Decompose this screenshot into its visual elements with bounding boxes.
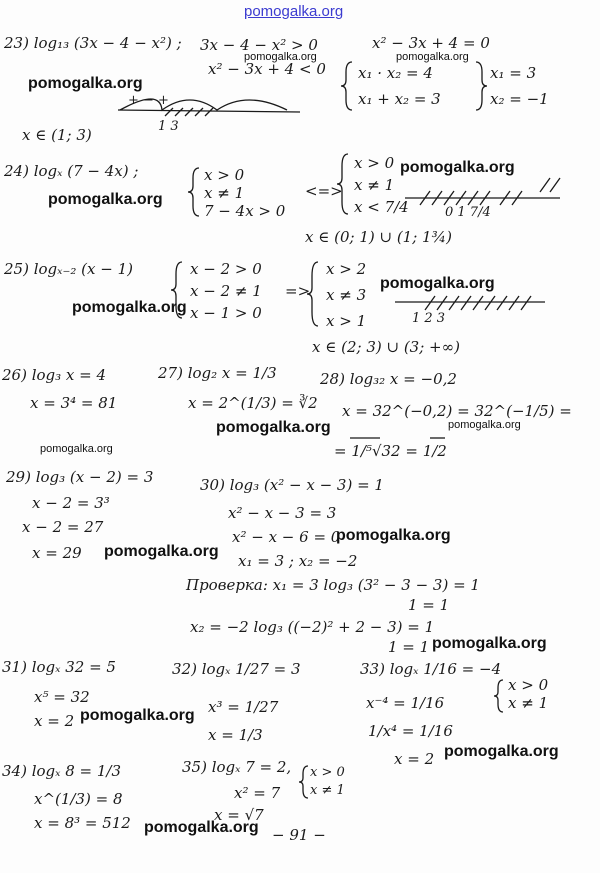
problem-30-l3: x₁ = 3 ; x₂ = −2: [238, 552, 358, 570]
problem-31-l2: x = 2: [34, 712, 75, 730]
problem-32-l1: x³ = 1/27: [208, 698, 279, 716]
problem-28-sol2: = 1/⁵√32 = 1/2: [334, 442, 447, 460]
problem-23-answer: x ∈ (1; 3): [22, 126, 92, 144]
problem-30-check: Проверка: x₁ = 3 log₃ (3² − 3 − 3) = 1: [186, 576, 480, 594]
problem-32-l2: x = 1/3: [208, 726, 263, 744]
problem-23-ticks: 1 3: [158, 119, 179, 134]
problem-23-task: 23) log₁₃ (3x − 4 − x²) ;: [4, 34, 182, 52]
problem-34-l1: x^(1/3) = 8: [34, 790, 123, 808]
problem-29-l3: x = 29: [32, 544, 82, 562]
problem-29-l1: x − 2 = 3³: [32, 494, 110, 512]
problem-23-vieta2: x₁ + x₂ = 3: [358, 90, 441, 108]
watermark: pomogalka.org: [380, 275, 495, 292]
problem-25-t3: x > 1: [326, 312, 367, 330]
problem-28-task: 28) log₃₂ x = −0,2: [320, 370, 457, 388]
problem-35-cond2: x ≠ 1: [310, 783, 345, 798]
watermark: pomogalka.org: [48, 191, 163, 208]
page-number: − 91 −: [272, 826, 326, 844]
problem-24-task: 24) logₓ (7 − 4x) ;: [4, 162, 139, 180]
brace-35: [299, 766, 308, 798]
watermark: pomogalka.org: [104, 543, 219, 560]
problem-25-t1: x > 2: [326, 260, 367, 278]
brace-23-right: [476, 62, 487, 110]
problem-30-l2: x² − x − 6 = 0: [232, 528, 341, 546]
problem-25-arrow: =>: [285, 282, 311, 300]
watermark: pomogalka.org: [448, 419, 521, 431]
problem-31-task: 31) logₓ 32 = 5: [2, 658, 116, 676]
problem-23-cond1: 3x − 4 − x² > 0: [200, 36, 318, 54]
problem-33-cond2: x ≠ 1: [508, 694, 549, 712]
problem-33-l2: 1/x⁴ = 1/16: [368, 722, 453, 740]
hatch-23: [165, 108, 213, 116]
problem-35-l1: x² = 7: [234, 784, 281, 802]
watermark: pomogalka.org: [432, 635, 547, 652]
problem-23-signs: + − +: [128, 93, 169, 108]
number-line-23: [118, 110, 300, 112]
problem-33-task: 33) logₓ 1/16 = −4: [360, 660, 502, 678]
problem-30-check2: 1 = 1: [408, 596, 450, 614]
brace-23: [341, 62, 352, 110]
hatch-25: [425, 296, 531, 310]
problem-24-arrow: <=>: [305, 182, 343, 200]
problem-27-sol: x = 2^(1/3) = ∛2: [188, 394, 318, 412]
problem-34-l2: x = 8³ = 512: [34, 814, 131, 832]
problem-28-sol: x = 32^(−0,2) = 32^(−1/5) =: [342, 402, 572, 420]
problem-33-l1: x⁻⁴ = 1/16: [366, 694, 445, 712]
problem-34-task: 34) logₓ 8 = 1/3: [2, 762, 122, 780]
problem-24-t1: x > 0: [354, 154, 395, 172]
watermark: pomogalka.org: [396, 51, 469, 63]
problem-32-task: 32) logₓ 1/27 = 3: [172, 660, 301, 678]
problem-29-l2: x − 2 = 27: [22, 518, 104, 536]
problem-26-sol: x = 3⁴ = 81: [30, 394, 118, 412]
problem-29-task: 29) log₃ (x − 2) = 3: [6, 468, 154, 486]
problem-35-task: 35) logₓ 7 = 2,: [182, 758, 292, 776]
problem-25-ticks: 1 2 3: [412, 311, 446, 326]
brace-33: [494, 680, 503, 712]
watermark: pomogalka.org: [40, 443, 113, 455]
problem-24-s1: x > 0: [204, 166, 245, 184]
problem-25-task: 25) logₓ₋₂ (x − 1): [4, 260, 133, 278]
site-watermark-link[interactable]: pomogalka.org: [244, 3, 344, 20]
problem-35-cond1: x > 0: [310, 765, 345, 780]
problem-23-root1: x₁ = 3: [490, 64, 537, 82]
problem-31-l1: x⁵ = 32: [34, 688, 90, 706]
problem-23-eq: x² − 3x + 4 = 0: [372, 34, 490, 52]
problem-35-l2: x = √7: [214, 806, 264, 824]
problem-24-ticks: 0 1 7/4: [445, 205, 491, 220]
watermark: pomogalka.org: [244, 51, 317, 63]
problem-30-l1: x² − x − 3 = 3: [228, 504, 337, 522]
problem-24-answer: x ∈ (0; 1) ∪ (1; 1¾): [305, 228, 452, 246]
problem-25-s1: x − 2 > 0: [190, 260, 262, 278]
problem-27-task: 27) log₂ x = 1/3: [158, 364, 277, 382]
problem-30-check3: x₂ = −2 log₃ ((−2)² + 2 − 3) = 1: [190, 618, 435, 636]
problem-23-root2: x₂ = −1: [490, 90, 549, 108]
watermark: pomogalka.org: [216, 419, 331, 436]
watermark: pomogalka.org: [28, 75, 143, 92]
watermark: pomogalka.org: [72, 299, 187, 316]
watermark: pomogalka.org: [400, 159, 515, 176]
hatch-24: [420, 178, 560, 205]
problem-26-task: 26) log₃ x = 4: [2, 366, 107, 384]
watermark: pomogalka.org: [80, 707, 195, 724]
problem-23-vieta1: x₁ · x₂ = 4: [358, 64, 433, 82]
problem-24-s3: 7 − 4x > 0: [204, 202, 286, 220]
problem-24-s2: x ≠ 1: [204, 184, 245, 202]
problem-25-t2: x ≠ 3: [326, 286, 367, 304]
problem-25-s2: x − 2 ≠ 1: [190, 282, 262, 300]
problem-25-answer: x ∈ (2; 3) ∪ (3; +∞): [312, 338, 460, 356]
problem-30-check4: 1 = 1: [388, 638, 430, 656]
problem-24-t3: x < 7/4: [354, 198, 409, 216]
problem-23-cond2: x² − 3x + 4 < 0: [208, 60, 326, 78]
problem-24-t2: x ≠ 1: [354, 176, 395, 194]
problem-30-task: 30) log₃ (x² − x − 3) = 1: [200, 476, 384, 494]
watermark: pomogalka.org: [336, 527, 451, 544]
watermark: pomogalka.org: [144, 819, 259, 836]
problem-33-cond1: x > 0: [508, 676, 549, 694]
brace-24-left: [188, 168, 199, 216]
problem-33-l3: x = 2: [394, 750, 435, 768]
problem-25-s3: x − 1 > 0: [190, 304, 262, 322]
watermark: pomogalka.org: [444, 743, 559, 760]
